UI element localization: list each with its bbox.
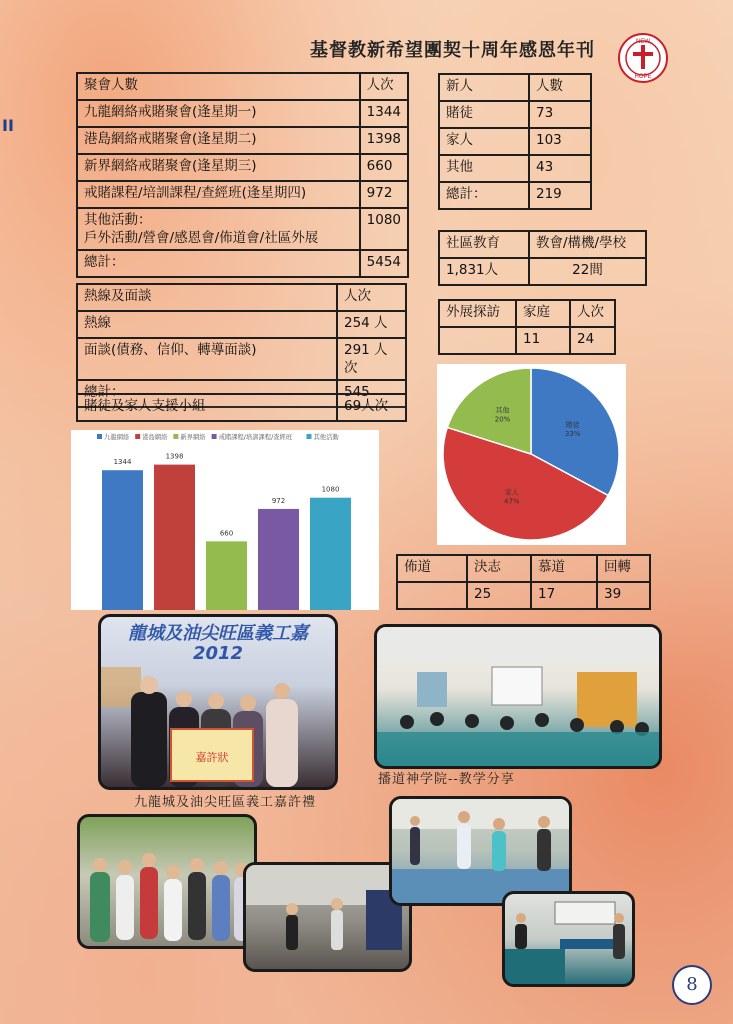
table-row-value: 660 — [360, 154, 408, 181]
table-row-value: 1398 — [360, 127, 408, 154]
pie-slice-label: 其他 — [495, 406, 510, 415]
table-row-value: 291 人次 — [337, 338, 406, 380]
evangelism-col-seeker: 慕道 — [531, 555, 597, 582]
hotline-table — [76, 283, 407, 408]
community-people: 1,831人 — [439, 258, 529, 285]
legend-label: 新界網絡 — [180, 434, 206, 441]
bar-value-label: 1080 — [321, 485, 340, 494]
gatherings-header: 聚會人數 — [77, 73, 360, 100]
outreach-col-families: 家庭 — [516, 300, 570, 327]
pie-slice-label: 家人 — [504, 488, 519, 497]
sports-scene — [246, 865, 409, 969]
table-row-label: 面談(債務、信仰、轉導面談) — [77, 338, 337, 380]
svg-text:NEW: NEW — [636, 39, 650, 45]
evangelism-col-decision: 決志 — [467, 555, 531, 582]
community-header: 社區教育 — [439, 231, 529, 258]
table-row-label: 賭徒 — [439, 101, 529, 128]
page-number: 8 — [672, 965, 712, 1005]
table-tennis-photo — [502, 891, 635, 987]
other-activities-line-2: 戶外活動/營會/感恩會/佈道會/社區外展 — [84, 230, 319, 246]
community-education-table — [438, 230, 647, 286]
legend-label: 其他活動 — [313, 434, 339, 441]
bar — [102, 470, 143, 610]
outreach-col-visits: 人次 — [570, 300, 615, 327]
legend-swatch — [212, 434, 217, 439]
total-value: 5454 — [360, 250, 408, 277]
total-label: 總計： — [77, 250, 360, 277]
bar-value-label: 660 — [219, 529, 234, 538]
gatherings-table — [76, 72, 409, 278]
publication-title: 基督教新希望團契十周年感恩年刊 — [310, 40, 595, 61]
newcomers-pie-chart — [437, 364, 626, 545]
table-row-label: 九龍網絡戒賭聚會(逢星期一) — [77, 100, 360, 127]
table-row-label: 戒賭課程/培訓課程/查經班(逢星期四) — [77, 181, 360, 208]
newcomers-table — [438, 73, 592, 210]
legend-label: 戒賭課程/培訓課程/查經班 — [218, 434, 293, 441]
table-row-label: 總計： — [77, 380, 337, 407]
hotline-col-header: 人次 — [337, 284, 406, 311]
newcomers-header: 新人 — [439, 74, 529, 101]
hotline-header: 熱線及面談 — [77, 284, 337, 311]
bar-value-label: 972 — [271, 496, 286, 505]
seminary-sharing-photo — [374, 624, 662, 769]
table-row-label: 新界網絡戒賭聚會(逢星期三) — [77, 154, 360, 181]
table-row-label: 總計： — [439, 182, 529, 209]
table-tennis-scene — [505, 894, 632, 984]
table-row-value: 972 — [360, 181, 408, 208]
attendance-bar-chart — [71, 430, 379, 610]
outreach-empty-cell — [439, 327, 516, 354]
community-places: 22間 — [529, 258, 646, 285]
table-row-value: 103 — [529, 128, 591, 155]
photo-banner-line-2: 2012 — [192, 643, 244, 664]
bar — [258, 509, 299, 610]
games-photo — [389, 796, 572, 906]
legend-label: 九龍網絡 — [104, 434, 130, 441]
group-scene — [80, 817, 254, 946]
bar — [154, 465, 195, 610]
people-silhouettes — [101, 617, 335, 787]
classroom-scene — [377, 627, 659, 766]
sports-hall-photo — [243, 862, 412, 972]
pie-slice-percent: 20% — [494, 415, 511, 424]
outreach-header: 外展探訪 — [439, 300, 516, 327]
volunteer-award-photo — [98, 614, 338, 790]
right-photo-caption: 播道神学院--教学分享 — [378, 772, 515, 787]
table-row-label: 港島網絡戒賭聚會(逢星期二) — [77, 127, 360, 154]
outreach-table — [438, 299, 616, 355]
support-group-table — [76, 393, 407, 422]
newcomers-col-header: 人數 — [529, 74, 591, 101]
table-row-value: 43 — [529, 155, 591, 182]
support-group-value: 69人次 — [337, 394, 406, 421]
other-activities-line-1: 其他活動： — [84, 212, 152, 228]
legend-swatch — [307, 434, 312, 439]
evangelism-empty-cell — [397, 582, 467, 609]
bar — [206, 541, 247, 610]
outing-group-photo — [77, 814, 257, 949]
svg-text:嘉許狀: 嘉許狀 — [195, 751, 229, 764]
outreach-visits: 24 — [570, 327, 615, 354]
other-activities-value: 1080 — [360, 208, 408, 250]
community-col-header: 教會/構機/學校 — [529, 231, 646, 258]
legend-swatch — [97, 434, 102, 439]
legend-swatch — [135, 434, 140, 439]
photo-banner-line-1: 龍城及油尖旺區義工嘉 — [128, 623, 308, 644]
table-row-label: 家人 — [439, 128, 529, 155]
table-row-value: 73 — [529, 101, 591, 128]
table-row-value: 545 — [337, 380, 406, 407]
evangelism-seeker: 17 — [531, 582, 597, 609]
evangelism-table — [396, 554, 651, 610]
table-row-value: 254 人 — [337, 311, 406, 338]
evangelism-col-return: 回轉 — [597, 555, 650, 582]
outreach-families: 11 — [516, 327, 570, 354]
table-row-value: 1344 — [360, 100, 408, 127]
bar — [310, 498, 351, 610]
gatherings-col-header: 人次 — [360, 73, 408, 100]
evangelism-return: 39 — [597, 582, 650, 609]
evangelism-header: 佈道 — [397, 555, 467, 582]
table-row-label: 熱線 — [77, 311, 337, 338]
bar-value-label: 1344 — [113, 458, 132, 467]
other-activities-label — [77, 208, 360, 250]
pie-slice-percent: 33% — [564, 429, 581, 438]
table-row-value: 219 — [529, 182, 591, 209]
legend-swatch — [173, 434, 178, 439]
games-scene — [392, 799, 569, 903]
evangelism-decision: 25 — [467, 582, 531, 609]
pie-slice-percent: 47% — [503, 497, 520, 506]
new-hope-logo — [616, 32, 670, 86]
support-group-label: 賭徒及家人支援小組 — [77, 394, 337, 421]
legend-label: 港島網絡 — [142, 434, 168, 441]
left-photo-caption: 九龍城及油尖旺區義工嘉許禮 — [134, 795, 317, 810]
bar-value-label: 1398 — [165, 452, 184, 461]
pie-slice-label: 賭徒 — [565, 420, 580, 429]
table-row-label: 其他 — [439, 155, 529, 182]
svg-text:HOPE: HOPE — [634, 74, 652, 80]
side-mark: II — [2, 116, 14, 135]
